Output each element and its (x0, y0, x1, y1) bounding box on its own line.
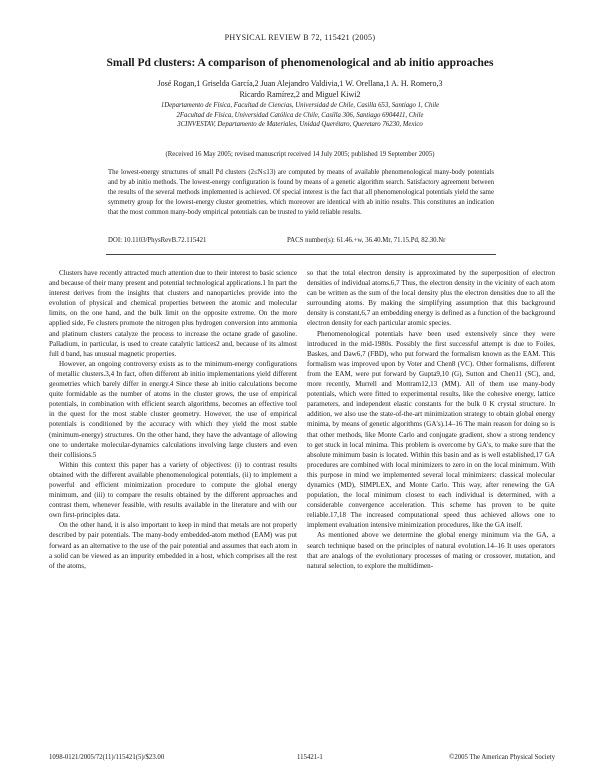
body-paragraph: On the other hand, it is also important to keep in mind that metals are not properly described by pair potentials. The many-body embedded-atom method (EAM) was put forward as an alternative to the use of the pair potential and assumes that each atom in a solid can be viewed as an impurity embedded in a host, which comprises all the rest of the atoms, (49, 521, 297, 570)
body-paragraph: so that the total electron density is approximated by the superposition of electron densities of individual atoms.6,7 Thus, the electron density in the vicinity of each atom can be written as the sum of the local density plus the electron densities due to all the surrounding atoms. By making the simplifying assumption that this background density is constant,6,7 an embedding energy is defined as a function of the background electron density for each particular atomic species. (307, 269, 555, 328)
page-footer (49, 754, 555, 766)
body-paragraph: Clusters have recently attracted much attention due to their interest to basic science and because of their many present and potential technological applications.1 In part the interest derives from the insights that clusters and nanoparticles provide into the evolution of physical and chemical properties between the atomic and molecular limits, on the one hand, and the bulk limit on the opposite extreme. On the more applied side, Fe clusters promote the nitrogen plus hydrogen conversion into ammonia and platinum clusters catalyze the process to increase the octane grade of gasoline. Palladium, in particular, is used to create catalytic lattices2 and, because of its almost full d band, has unusual magnetic properties. (49, 269, 297, 358)
affiliation-list (60, 101, 540, 130)
body-paragraph: However, an ongoing controversy exists as to the minimum-energy configurations of metallic clusters.3,4 In fact, often different ab initio implementations yield different geometries which barely differ in energy.4 Since these ab initio calculations become quite formidable as the number of atoms in the cluster grows, the use of empirical potentials, in combination with efficient search algorithms, becomes an effective tool in the quest for the most stable cluster geometry. However, the use of empirical potentials is conditioned by the accuracy with which they yield the most stable (minimum-energy) structures. On the other hand, they have the advantage of allowing one to undertake molecular-dynamics calculations involving large clusters and even their collisions.5 (49, 359, 297, 459)
body-column-left (49, 268, 297, 747)
doi-link[interactable]: DOI: 10.1103/PhysRevB.72.115421 (108, 237, 207, 244)
section-divider (106, 254, 496, 255)
pacs-numbers: PACS number(s): 61.46.+w, 36.40.Mr, 71.15.Pd, 82.30.Nr (287, 237, 446, 244)
paper-title: Small Pd clusters: A comparison of phenomenological and ab initio approaches (106, 57, 494, 69)
footer-copyright: ©2005 The American Physical Society (449, 754, 555, 761)
publication-dates: (Received 16 May 2005; revised manuscript received 14 July 2005; published 19 September 2005) (165, 151, 435, 158)
abstract: The lowest-energy structures of small Pd clusters (2≤N≤13) are computed by means of available phenomenological many-body potentials and by ab initio methods. The lowest-energy configuration is found by means of a genetic algorithm search. Satisfactory agreement between the results of the several methods implemented is achieved. Of special interest is the fact that all phenomenological potentials yield the same symmetry group for the lowest-energy cluster geometries, which moreover are identical with ab initio results. This constitutes an indication that the most common many-body empirical potentials can be trusted to yield reliable results. (108, 169, 494, 217)
author-line: Ricardo Ramírez,2 and Miguel Kiwi2 (239, 90, 361, 99)
body-paragraph: Within this context this paper has a variety of objectives: (i) to contrast results obtained with the different available phenomenological potentials, (ii) to implement a powerful and efficient minimization procedure to compute the global energy minimum, and (iii) to compare the results obtained by the different approaches and contrast them, whenever feasible, with results available in the literature and with our own first-principles data. (49, 460, 297, 520)
body-paragraph: Phenomenological potentials have been used extensively since they were introduced in the mid-1980s. Possibly the first successful attempt is due to Foiles, Baskes, and Daw6,7 (FBD), who put forward the formalism known as the EAM. This formalism was improved upon by Voter and Chen8 (VC). Other formalisms, different from the EAM, were put forward by Gupta9,10 (G), Sutton and Chen11 (SC), and, more recently, Murrell and Mottram12,13 (MM). All of them use many-body potentials, which were fitted to experimental results, like the cohesive energy, lattice parameters, and independent elastic constants for the bulk 0 K crystal structure. In addition, we also use the state-of-the-art minimization strategy to obtain global energy minima, by means of genetic algorithms (GA's).14–16 The main reason for doing so is that other methods, like Monte Carlo and conjugate gradient, show a strong tendency to get stuck in local minima. This problem is overcome by GA's, to make sure that the absolute minimum basin is located. Within this basin and as is well established,17 GA procedures are combined with local minimizers to zero in on the local minimum. With this purpose in mind we implemented several local minimizers: classical molecular dynamics (MD), SIMPLEX, and Monte Carlo. This way, after renewing the GA population, the local minimum closest to each individual is determined, with a considerable convergence acceleration. This scheme has proven to be quite reliable.17,18 The increased computational speed thus achieved allows one to implement evaluation intensive minimization procedures, like the GA itself. (307, 329, 555, 530)
page-number: 115421-1 (297, 754, 323, 761)
journal-header: PHYSICAL REVIEW B 72, 115421 (2005) (224, 33, 376, 42)
affiliation: 3CINVESTAV, Departamento de Materiales, Unidad Querétaro, Queretaro 76230, Mexico (177, 121, 423, 129)
author-list (60, 78, 540, 100)
body-column-right (307, 268, 555, 747)
identifiers (108, 237, 494, 249)
footer-issn: 1098-0121/2005/72(11)/115421(5)/$23.00 (49, 754, 165, 761)
affiliation: 2Facultad de Física, Universidad Católica de Chile, Casilla 306, Santiago 6904411, Chile (176, 111, 424, 119)
body-paragraph: As mentioned above we determine the global energy minimum via the GA, a search technique based on the principles of natural evolution.14–16 It uses operators that are analogs of the evolutionary processes of mating or crossover, mutation, and natural selection, to explore the multidimen- (307, 531, 555, 570)
author-line: José Rogan,1 Griselda García,2 Juan Alejandro Valdivia,1 W. Orellana,1 A. H. Romero,3 (157, 79, 443, 88)
affiliation: 1Departamento de Física, Facultad de Ciencias, Universidad de Chile, Casilla 653, Santiago 1, Chile (160, 102, 440, 109)
